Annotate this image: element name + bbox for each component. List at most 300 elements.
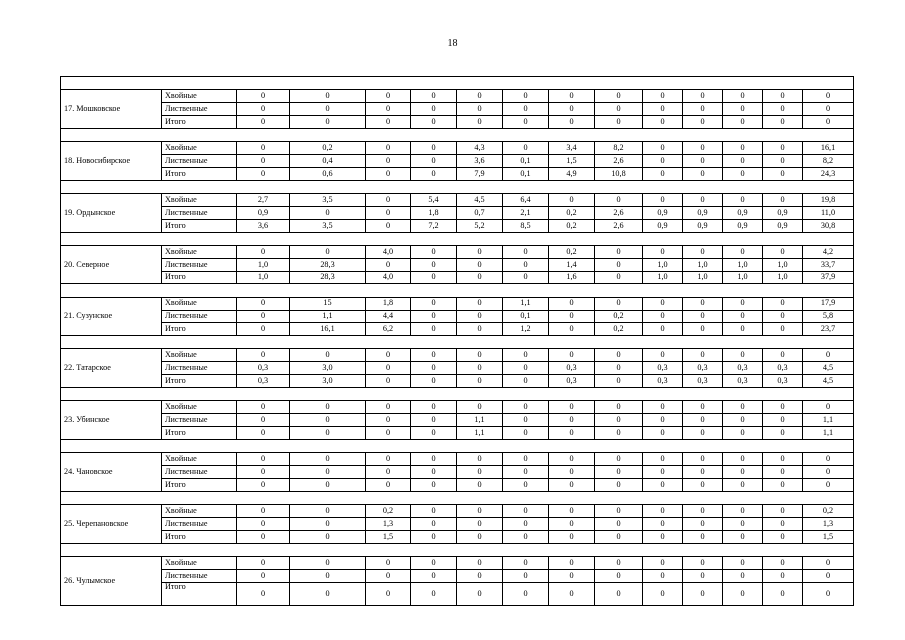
value-cell: 0 bbox=[683, 103, 723, 116]
value-cell: 0 bbox=[366, 103, 411, 116]
value-cell: 0 bbox=[595, 517, 643, 530]
value-cell: 0 bbox=[457, 453, 503, 466]
district-name: 17. Мошковское bbox=[61, 90, 162, 129]
value-cell: 0 bbox=[763, 414, 803, 427]
value-cell: 0 bbox=[549, 90, 595, 103]
table-top-row bbox=[61, 77, 854, 90]
table-row bbox=[61, 349, 854, 362]
value-cell: 0 bbox=[595, 375, 643, 388]
value-cell: 0 bbox=[723, 505, 763, 518]
value-cell: 0 bbox=[503, 245, 549, 258]
value-cell: 0 bbox=[411, 427, 457, 440]
value-cell: 0 bbox=[366, 142, 411, 155]
value-cell: 0 bbox=[683, 478, 723, 491]
value-cell: 0 bbox=[290, 530, 366, 543]
value-cell: 0 bbox=[366, 193, 411, 206]
separator-cell bbox=[61, 180, 854, 193]
value-cell: 0 bbox=[723, 530, 763, 543]
value-cell: 0 bbox=[411, 154, 457, 167]
value-cell: 0 bbox=[290, 556, 366, 569]
value-cell: 0 bbox=[643, 167, 683, 180]
table-row bbox=[61, 556, 854, 569]
species-label: Хвойные bbox=[162, 453, 237, 466]
value-cell: 0 bbox=[503, 453, 549, 466]
value-cell: 0 bbox=[643, 517, 683, 530]
value-cell: 0 bbox=[723, 414, 763, 427]
species-label: Лиственные bbox=[162, 569, 237, 582]
value-cell: 0 bbox=[237, 401, 290, 414]
total-cell: 19,8 bbox=[803, 193, 854, 206]
value-cell: 0 bbox=[595, 466, 643, 479]
value-cell: 0 bbox=[763, 142, 803, 155]
value-cell: 0 bbox=[503, 115, 549, 128]
value-cell: 0 bbox=[411, 530, 457, 543]
species-label: Хвойные bbox=[162, 401, 237, 414]
value-cell: 0,3 bbox=[237, 362, 290, 375]
species-label: Итого bbox=[162, 271, 237, 284]
species-label: Лиственные bbox=[162, 310, 237, 323]
value-cell: 4,9 bbox=[549, 167, 595, 180]
separator-cell bbox=[61, 491, 854, 504]
value-cell: 0 bbox=[763, 193, 803, 206]
value-cell: 0 bbox=[683, 530, 723, 543]
value-cell: 0 bbox=[683, 193, 723, 206]
value-cell: 0,2 bbox=[366, 505, 411, 518]
value-cell: 0 bbox=[763, 401, 803, 414]
value-cell: 0 bbox=[457, 375, 503, 388]
value-cell: 0 bbox=[503, 505, 549, 518]
total-cell: 0 bbox=[803, 466, 854, 479]
value-cell: 0 bbox=[411, 453, 457, 466]
value-cell: 0 bbox=[237, 414, 290, 427]
value-cell: 1,8 bbox=[366, 297, 411, 310]
value-cell: 0,2 bbox=[549, 206, 595, 219]
value-cell: 0 bbox=[549, 115, 595, 128]
value-cell: 0 bbox=[723, 323, 763, 336]
district-name: 19. Ордынское bbox=[61, 193, 162, 232]
separator-row bbox=[61, 180, 854, 193]
value-cell: 0 bbox=[237, 582, 290, 605]
value-cell: 0 bbox=[763, 115, 803, 128]
table-row bbox=[61, 582, 854, 605]
species-label: Хвойные bbox=[162, 142, 237, 155]
value-cell: 0 bbox=[457, 297, 503, 310]
value-cell: 2,6 bbox=[595, 219, 643, 232]
value-cell: 0 bbox=[411, 362, 457, 375]
value-cell: 0 bbox=[723, 453, 763, 466]
value-cell: 4,0 bbox=[366, 271, 411, 284]
value-cell: 0 bbox=[457, 362, 503, 375]
value-cell: 0 bbox=[595, 362, 643, 375]
value-cell: 0 bbox=[643, 478, 683, 491]
value-cell: 0 bbox=[237, 103, 290, 116]
value-cell: 0 bbox=[549, 349, 595, 362]
value-cell: 10,8 bbox=[595, 167, 643, 180]
table-row bbox=[61, 219, 854, 232]
value-cell: 0 bbox=[366, 453, 411, 466]
value-cell: 0 bbox=[723, 193, 763, 206]
value-cell: 0 bbox=[763, 245, 803, 258]
value-cell: 0 bbox=[237, 115, 290, 128]
table-row bbox=[61, 258, 854, 271]
value-cell: 0 bbox=[411, 115, 457, 128]
value-cell: 0 bbox=[290, 582, 366, 605]
total-cell: 0 bbox=[803, 582, 854, 605]
value-cell: 0 bbox=[237, 466, 290, 479]
value-cell: 3,5 bbox=[290, 193, 366, 206]
value-cell: 0,3 bbox=[723, 375, 763, 388]
value-cell: 15 bbox=[290, 297, 366, 310]
value-cell: 0,1 bbox=[503, 167, 549, 180]
value-cell: 0 bbox=[763, 530, 803, 543]
value-cell: 0 bbox=[723, 310, 763, 323]
total-cell: 5,8 bbox=[803, 310, 854, 323]
value-cell: 0 bbox=[643, 193, 683, 206]
value-cell: 0 bbox=[595, 349, 643, 362]
value-cell: 0 bbox=[503, 271, 549, 284]
value-cell: 1,0 bbox=[237, 271, 290, 284]
table-row bbox=[61, 115, 854, 128]
value-cell: 0,3 bbox=[643, 362, 683, 375]
table-row bbox=[61, 517, 854, 530]
value-cell: 0,9 bbox=[723, 206, 763, 219]
value-cell: 1,5 bbox=[366, 530, 411, 543]
total-cell: 33,7 bbox=[803, 258, 854, 271]
value-cell: 0 bbox=[366, 569, 411, 582]
value-cell: 0 bbox=[366, 167, 411, 180]
value-cell: 0,1 bbox=[503, 154, 549, 167]
district-name: 18. Новосибирское bbox=[61, 142, 162, 181]
value-cell: 0 bbox=[457, 103, 503, 116]
value-cell: 0 bbox=[549, 323, 595, 336]
species-label: Лиственные bbox=[162, 466, 237, 479]
value-cell: 0 bbox=[683, 453, 723, 466]
value-cell: 28,3 bbox=[290, 258, 366, 271]
value-cell: 0 bbox=[683, 505, 723, 518]
value-cell: 0 bbox=[457, 517, 503, 530]
value-cell: 0 bbox=[549, 401, 595, 414]
value-cell: 0 bbox=[763, 297, 803, 310]
value-cell: 0 bbox=[549, 193, 595, 206]
value-cell: 3,4 bbox=[549, 142, 595, 155]
value-cell: 1,0 bbox=[643, 271, 683, 284]
table-row bbox=[61, 362, 854, 375]
value-cell: 0 bbox=[237, 297, 290, 310]
value-cell: 0 bbox=[723, 582, 763, 605]
value-cell: 0,3 bbox=[643, 375, 683, 388]
species-label: Лиственные bbox=[162, 414, 237, 427]
species-label: Итого bbox=[162, 323, 237, 336]
separator-cell bbox=[61, 232, 854, 245]
value-cell: 0 bbox=[366, 362, 411, 375]
value-cell: 0 bbox=[763, 582, 803, 605]
value-cell: 0 bbox=[457, 401, 503, 414]
value-cell: 0 bbox=[290, 517, 366, 530]
table-row bbox=[61, 401, 854, 414]
value-cell: 0 bbox=[763, 349, 803, 362]
value-cell: 0 bbox=[683, 401, 723, 414]
value-cell: 0 bbox=[683, 569, 723, 582]
district-name: 22. Татарское bbox=[61, 349, 162, 388]
value-cell: 1,2 bbox=[503, 323, 549, 336]
value-cell: 0 bbox=[723, 245, 763, 258]
value-cell: 0 bbox=[763, 427, 803, 440]
separator-cell bbox=[61, 388, 854, 401]
value-cell: 0 bbox=[366, 115, 411, 128]
value-cell: 2,1 bbox=[503, 206, 549, 219]
value-cell: 0 bbox=[643, 569, 683, 582]
value-cell: 0 bbox=[237, 505, 290, 518]
value-cell: 0 bbox=[549, 103, 595, 116]
value-cell: 0 bbox=[723, 103, 763, 116]
value-cell: 0,9 bbox=[643, 219, 683, 232]
value-cell: 0 bbox=[723, 427, 763, 440]
separator-row bbox=[61, 232, 854, 245]
value-cell: 0 bbox=[549, 505, 595, 518]
value-cell: 0,9 bbox=[763, 206, 803, 219]
total-cell: 11,0 bbox=[803, 206, 854, 219]
value-cell: 0 bbox=[290, 453, 366, 466]
value-cell: 0 bbox=[763, 478, 803, 491]
species-label: Хвойные bbox=[162, 90, 237, 103]
value-cell: 0 bbox=[290, 90, 366, 103]
value-cell: 2,6 bbox=[595, 206, 643, 219]
total-cell: 1,5 bbox=[803, 530, 854, 543]
species-label: Лиственные bbox=[162, 517, 237, 530]
value-cell: 0 bbox=[643, 103, 683, 116]
value-cell: 3,6 bbox=[237, 219, 290, 232]
separator-row bbox=[61, 543, 854, 556]
value-cell: 0 bbox=[723, 401, 763, 414]
value-cell: 0 bbox=[366, 556, 411, 569]
value-cell: 1,0 bbox=[683, 271, 723, 284]
value-cell: 0 bbox=[503, 427, 549, 440]
value-cell: 0,2 bbox=[549, 245, 595, 258]
value-cell: 0 bbox=[290, 206, 366, 219]
value-cell: 16,1 bbox=[290, 323, 366, 336]
table-row bbox=[61, 154, 854, 167]
value-cell: 1,0 bbox=[643, 258, 683, 271]
value-cell: 0 bbox=[683, 297, 723, 310]
value-cell: 0 bbox=[503, 478, 549, 491]
separator-cell bbox=[61, 543, 854, 556]
value-cell: 0 bbox=[503, 569, 549, 582]
value-cell: 0 bbox=[503, 517, 549, 530]
value-cell: 0 bbox=[643, 427, 683, 440]
value-cell: 0 bbox=[643, 401, 683, 414]
value-cell: 0,9 bbox=[237, 206, 290, 219]
total-cell: 0 bbox=[803, 556, 854, 569]
value-cell: 0 bbox=[457, 556, 503, 569]
value-cell: 0 bbox=[763, 323, 803, 336]
species-label: Итого bbox=[162, 530, 237, 543]
value-cell: 0 bbox=[595, 453, 643, 466]
value-cell: 0 bbox=[457, 505, 503, 518]
value-cell: 0 bbox=[366, 427, 411, 440]
species-label: Хвойные bbox=[162, 193, 237, 206]
total-cell: 30,8 bbox=[803, 219, 854, 232]
value-cell: 0 bbox=[549, 517, 595, 530]
value-cell: 0,9 bbox=[763, 219, 803, 232]
value-cell: 0 bbox=[763, 466, 803, 479]
value-cell: 0 bbox=[763, 505, 803, 518]
value-cell: 0 bbox=[595, 478, 643, 491]
value-cell: 0,3 bbox=[723, 362, 763, 375]
total-cell: 8,2 bbox=[803, 154, 854, 167]
value-cell: 0 bbox=[237, 154, 290, 167]
value-cell: 0 bbox=[457, 310, 503, 323]
value-cell: 1,0 bbox=[683, 258, 723, 271]
species-label: Итого bbox=[162, 219, 237, 232]
value-cell: 0 bbox=[683, 517, 723, 530]
table-row bbox=[61, 427, 854, 440]
district-name: 26. Чулымское bbox=[61, 556, 162, 605]
total-cell: 1,1 bbox=[803, 427, 854, 440]
value-cell: 0 bbox=[643, 115, 683, 128]
value-cell: 0 bbox=[723, 466, 763, 479]
value-cell: 0 bbox=[290, 245, 366, 258]
value-cell: 0,2 bbox=[290, 142, 366, 155]
total-cell: 0 bbox=[803, 478, 854, 491]
value-cell: 0 bbox=[411, 349, 457, 362]
value-cell: 0 bbox=[366, 206, 411, 219]
separator-row bbox=[61, 491, 854, 504]
value-cell: 0,9 bbox=[683, 206, 723, 219]
table-row bbox=[61, 375, 854, 388]
value-cell: 0 bbox=[457, 478, 503, 491]
total-cell: 1,1 bbox=[803, 414, 854, 427]
separator-row bbox=[61, 440, 854, 453]
species-label: Хвойные bbox=[162, 297, 237, 310]
value-cell: 0 bbox=[683, 154, 723, 167]
value-cell: 2,7 bbox=[237, 193, 290, 206]
value-cell: 0 bbox=[503, 362, 549, 375]
value-cell: 0,3 bbox=[237, 375, 290, 388]
table-row bbox=[61, 167, 854, 180]
total-cell: 0,2 bbox=[803, 505, 854, 518]
value-cell: 0 bbox=[457, 569, 503, 582]
value-cell: 0,3 bbox=[763, 375, 803, 388]
value-cell: 0 bbox=[503, 90, 549, 103]
total-cell: 17,9 bbox=[803, 297, 854, 310]
separator-row bbox=[61, 128, 854, 141]
value-cell: 0 bbox=[643, 310, 683, 323]
species-label: Итого bbox=[162, 115, 237, 128]
separator-row bbox=[61, 388, 854, 401]
table-row bbox=[61, 206, 854, 219]
value-cell: 1,1 bbox=[457, 414, 503, 427]
value-cell: 1,6 bbox=[549, 271, 595, 284]
value-cell: 0 bbox=[290, 414, 366, 427]
table-row bbox=[61, 478, 854, 491]
value-cell: 0 bbox=[549, 530, 595, 543]
value-cell: 0 bbox=[549, 427, 595, 440]
value-cell: 0 bbox=[237, 167, 290, 180]
separator-cell bbox=[61, 284, 854, 297]
value-cell: 0,9 bbox=[723, 219, 763, 232]
value-cell: 0 bbox=[595, 90, 643, 103]
total-cell: 4,2 bbox=[803, 245, 854, 258]
value-cell: 1,0 bbox=[763, 258, 803, 271]
value-cell: 0 bbox=[549, 453, 595, 466]
value-cell: 0 bbox=[595, 103, 643, 116]
table-row bbox=[61, 569, 854, 582]
district-name: 20. Северное bbox=[61, 245, 162, 284]
value-cell: 4,4 bbox=[366, 310, 411, 323]
value-cell: 0 bbox=[643, 297, 683, 310]
value-cell: 5,2 bbox=[457, 219, 503, 232]
value-cell: 0 bbox=[290, 427, 366, 440]
table-row bbox=[61, 193, 854, 206]
value-cell: 0 bbox=[290, 401, 366, 414]
value-cell: 0 bbox=[366, 154, 411, 167]
value-cell: 0 bbox=[595, 258, 643, 271]
total-cell: 1,3 bbox=[803, 517, 854, 530]
value-cell: 7,2 bbox=[411, 219, 457, 232]
value-cell: 0 bbox=[643, 245, 683, 258]
value-cell: 0 bbox=[683, 556, 723, 569]
page-number: 18 bbox=[447, 38, 458, 49]
value-cell: 0 bbox=[643, 466, 683, 479]
value-cell: 0 bbox=[595, 505, 643, 518]
total-cell: 0 bbox=[803, 90, 854, 103]
value-cell: 0 bbox=[237, 569, 290, 582]
value-cell: 0 bbox=[457, 271, 503, 284]
value-cell: 0 bbox=[549, 569, 595, 582]
value-cell: 0 bbox=[595, 414, 643, 427]
value-cell: 0 bbox=[683, 310, 723, 323]
value-cell: 0 bbox=[683, 414, 723, 427]
value-cell: 2,6 bbox=[595, 154, 643, 167]
value-cell: 0,9 bbox=[683, 219, 723, 232]
value-cell: 0 bbox=[411, 310, 457, 323]
value-cell: 0 bbox=[683, 115, 723, 128]
value-cell: 1,1 bbox=[503, 297, 549, 310]
species-label: Итого bbox=[162, 582, 237, 605]
species-label: Лиственные bbox=[162, 206, 237, 219]
separator-cell bbox=[61, 440, 854, 453]
value-cell: 3,6 bbox=[457, 154, 503, 167]
value-cell: 0 bbox=[366, 582, 411, 605]
value-cell: 0 bbox=[237, 245, 290, 258]
value-cell: 0 bbox=[411, 478, 457, 491]
value-cell: 0 bbox=[503, 556, 549, 569]
value-cell: 0 bbox=[290, 349, 366, 362]
table-row bbox=[61, 103, 854, 116]
value-cell: 4,3 bbox=[457, 142, 503, 155]
district-name: 24. Чановское bbox=[61, 453, 162, 492]
total-cell: 24,3 bbox=[803, 167, 854, 180]
value-cell: 0 bbox=[763, 569, 803, 582]
value-cell: 0 bbox=[503, 466, 549, 479]
value-cell: 6,2 bbox=[366, 323, 411, 336]
total-cell: 16,1 bbox=[803, 142, 854, 155]
value-cell: 0,9 bbox=[643, 206, 683, 219]
value-cell: 0 bbox=[411, 90, 457, 103]
value-cell: 0 bbox=[411, 245, 457, 258]
value-cell: 1,0 bbox=[723, 258, 763, 271]
value-cell: 0,2 bbox=[595, 323, 643, 336]
value-cell: 0 bbox=[549, 414, 595, 427]
species-label: Итого bbox=[162, 427, 237, 440]
value-cell: 0,4 bbox=[290, 154, 366, 167]
value-cell: 0 bbox=[683, 142, 723, 155]
value-cell: 0 bbox=[411, 323, 457, 336]
table-row bbox=[61, 414, 854, 427]
district-name: 21. Сузунское bbox=[61, 297, 162, 336]
value-cell: 0 bbox=[366, 478, 411, 491]
total-cell: 0 bbox=[803, 569, 854, 582]
